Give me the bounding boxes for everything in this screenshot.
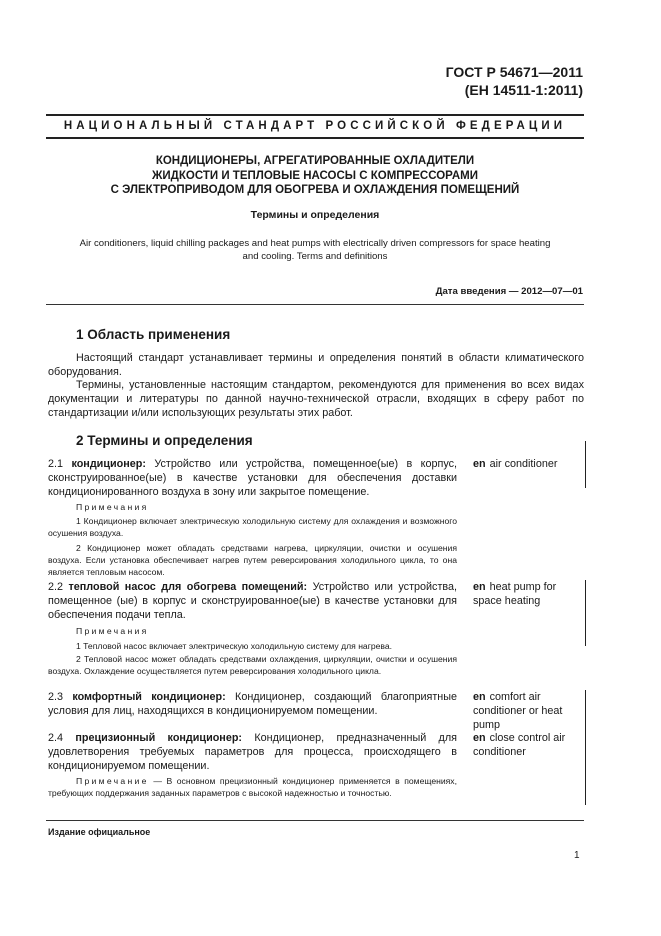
national-standard-banner: НАЦИОНАЛЬНЫЙ СТАНДАРТ РОССИЙСКОЙ ФЕДЕРАЦИИ: [63, 120, 567, 132]
term-2-4-note: [48, 775, 457, 799]
term-2-2-note-1: 1 Тепловой насос включает электрическую холодильную систему для нагрева.: [76, 641, 393, 651]
term-2-1-note-1: 1 Кондиционер включает электрическую холодильную систему для охлаждения и возможного осушения воздуха.: [48, 516, 457, 539]
term-2-2-note-2: 2 Тепловой насос может обладать средствами охлаждения, циркуляции, очистки и осушения воздуха. Охлаждение осуществляется путем реверсирования холодильного цикла.: [48, 654, 457, 677]
term-2-1-english: [473, 457, 583, 471]
en-term: comfort air conditioner or heat pump: [473, 691, 563, 732]
term-2-2-english: [473, 580, 583, 608]
section-2-heading: 2 Термины и определения: [76, 433, 253, 448]
section-1-paragraph-1: Настоящий стандарт устанавливает термины и определения понятий в области климатического оборудования.: [48, 352, 584, 379]
term-name: комфортный кондиционер:: [72, 691, 226, 703]
term-name: прецизионный кондиционер:: [75, 732, 243, 744]
english-title: [50, 237, 580, 263]
page-number: 1: [574, 850, 580, 861]
en-tag: en: [473, 691, 486, 703]
term-name: тепловой насос для обогрева помещений:: [68, 581, 308, 593]
official-edition-label: Издание официальное: [48, 827, 151, 837]
term-number: 2.2: [48, 581, 64, 593]
term-name: кондиционер:: [71, 458, 146, 470]
term-2-4-definition: [48, 731, 457, 774]
title-line-3: С ЭЛЕКТРОПРИВОДОМ ДЛЯ ОБОГРЕВА И ОХЛАЖДЕНИЯ ПОМЕЩЕНИЙ: [110, 184, 520, 196]
en-term: air conditioner: [489, 458, 558, 470]
gost-number: ГОСТ Р 54671—2011: [445, 64, 583, 80]
header-bottom-rule: [46, 137, 584, 139]
change-bar: [585, 580, 586, 646]
notes-heading: Примечания: [76, 626, 149, 636]
title-line-2: ЖИДКОСТИ И ТЕПЛОВЫЕ НАСОСЫ С КОМПРЕССОРАМИ: [152, 169, 478, 182]
term-definition: Кондиционер, предназначенный для удовлетворения требуемых параметров для процесса, происходящего в кондиционируемом помещении.: [48, 732, 457, 773]
term-number: 2.3: [48, 691, 64, 703]
note-label: Примечание: [76, 776, 149, 786]
header-top-rule: [46, 114, 584, 116]
term-2-4-english: [473, 731, 583, 759]
change-bar: [585, 690, 586, 805]
footer-rule: [46, 820, 584, 821]
title-line-1: КОНДИЦИОНЕРЫ, АГРЕГАТИРОВАННЫЕ ОХЛАДИТЕЛИ: [155, 155, 475, 167]
change-bar: [585, 441, 586, 488]
term-2-1-definition: [48, 457, 457, 500]
term-number: 2.4: [48, 732, 64, 744]
notes-heading: Примечания: [76, 502, 149, 512]
term-definition: Устройство или устройства, помещенное(ые) в корпус, сконструированное(ые) в качестве установки для обеспечения доставки кондиционированного воздуха в зону или закрытое помещение.: [48, 458, 458, 499]
en-tag: en: [473, 581, 486, 593]
en-tag: en: [473, 732, 486, 744]
document-title: [40, 154, 590, 198]
en-number: (ЕН 14511-1:2011): [464, 82, 583, 98]
term-2-1-note-2: 2 Кондиционер может обладать средствами нагрева, циркуляции, очистки и осушения воздуха. Если установка обеспечивает нагрев путем реверсирования холодильного цикла, то она является тепловым насосом.: [48, 543, 457, 578]
note-text: — В основном прецизионный кондиционер применяется в помещениях, требующих поддержания заданных параметров с высокой надежностью и точностью.: [48, 776, 457, 799]
en-tag: en: [473, 458, 486, 470]
term-2-3-english: [473, 690, 583, 733]
term-definition: Устройство или устройства, помещенное (ые) в корпус и сконструированное(ые) в качестве установки для обеспечения подачи тепла.: [48, 581, 458, 622]
english-title-line-2: and cooling. Terms and definitions: [242, 251, 388, 262]
introduction-date: Дата введения — 2012—07—01: [435, 286, 583, 297]
en-term: heat pump for space heating: [473, 581, 557, 608]
en-term: close control air conditioner: [473, 732, 566, 759]
english-title-line-1: Air conditioners, liquid chilling packages and heat pumps with electrically driven compressors for space heating: [79, 238, 551, 249]
gost-number-block: [446, 63, 583, 99]
section-1-paragraph-2: Термины, установленные настоящим стандартом, рекомендуются для применения во всех видах документации и литературы по данной научно-технической отрасли, входящих в сферу работ по стандартизации и/или использующих результаты этих работ.: [48, 379, 584, 420]
term-2-2-definition: [48, 580, 457, 623]
term-number: 2.1: [48, 458, 64, 470]
section-1-heading: 1 Область применения: [76, 327, 231, 342]
document-subtitle: Термины и определения: [250, 209, 380, 221]
term-definition: Кондиционер, создающий благоприятные условия для лиц, находящихся в кондиционируемом помещении.: [48, 691, 458, 718]
term-2-3-definition: [48, 690, 457, 718]
date-rule: [46, 304, 584, 305]
